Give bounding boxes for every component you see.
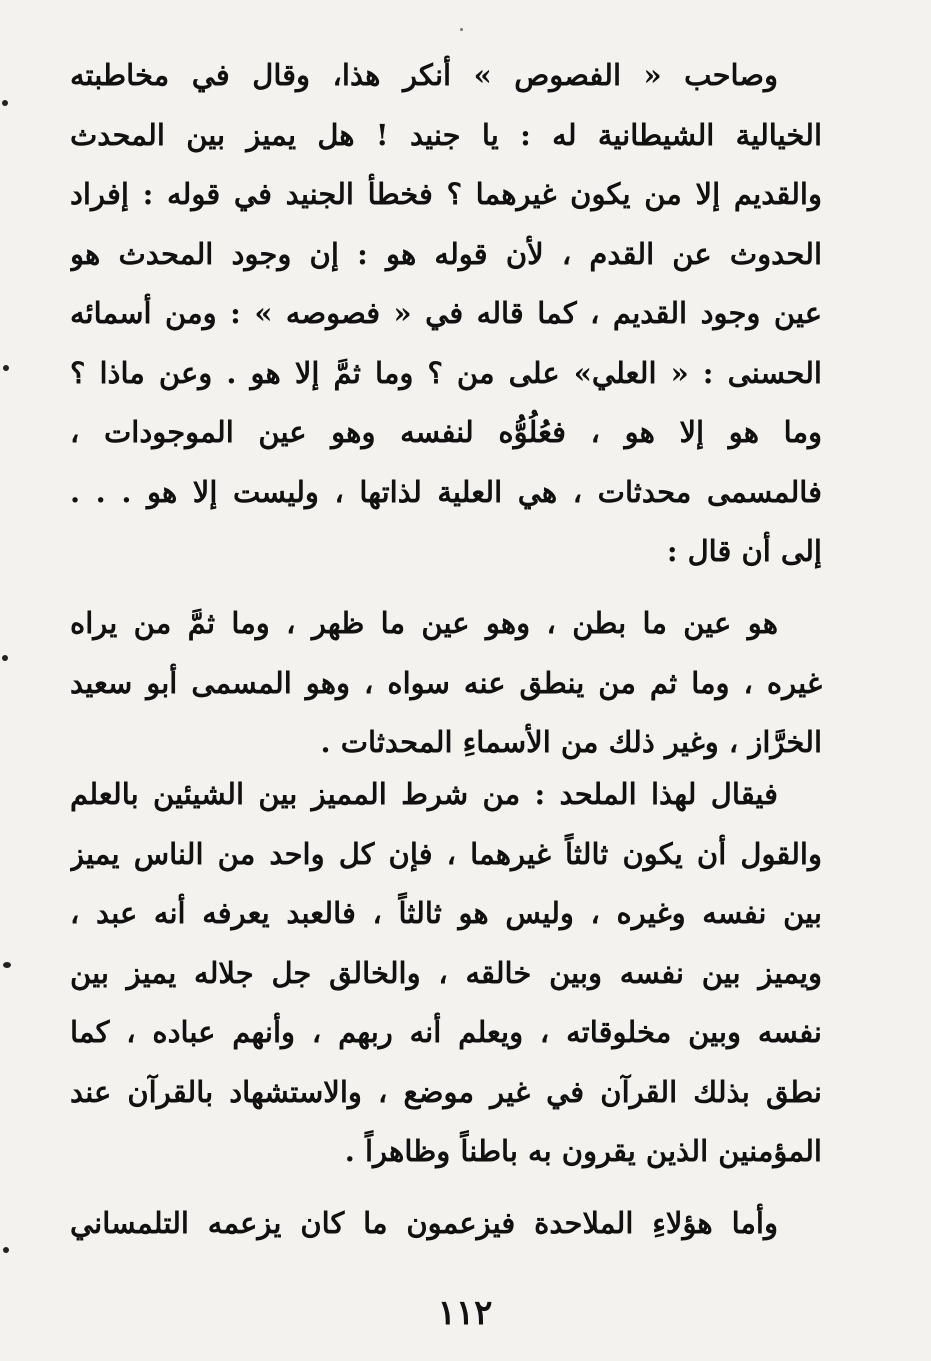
text-line: الحسنى : « العلي» على من ؟ وما ثمَّ إلا هو . وعن ماذا ؟ xyxy=(70,355,822,390)
scan-mark xyxy=(460,28,463,31)
paragraph-4 xyxy=(70,1194,822,1254)
paragraph-3 xyxy=(70,765,822,1182)
text-line: وأما هؤلاءِ الملاحدة فيزعمون ما كان يزعمه التلمساني xyxy=(70,1206,778,1240)
scan-mark xyxy=(2,100,8,106)
scan-mark xyxy=(3,962,11,968)
text-line: نطق بذلك القرآن في غير موضع ، والاستشهاد بالقرآن عند xyxy=(70,1074,822,1109)
scan-mark xyxy=(3,365,9,371)
text-line: الحدوث عن القدم ، لأن قوله هو : إن وجود المحدث هو xyxy=(70,236,822,271)
scan-mark xyxy=(2,655,8,661)
text-line: نفسه وبين مخلوقاته ، ويعلم أنه ربهم ، وأنهم عباده ، كما xyxy=(70,1015,822,1049)
text-line: عين وجود القديم ، كما قاله في « فصوصه » : ومن أسمائه xyxy=(70,296,822,330)
text-line: فالمسمى محدثات ، هي العلية لذاتها ، وليست إلا هو . . . xyxy=(70,474,822,509)
text-line: الخرَّاز ، وغير ذلك من الأسماءِ المحدثات . xyxy=(320,725,822,759)
text-line: وصاحب « الفصوص » أنكر هذا، وقال في مخاطبته xyxy=(70,58,778,92)
text-line: الخيالية الشيطانية له : يا جنيد ! هل يميز بين المحدث xyxy=(70,117,822,152)
text-line: ويميز بين نفسه وبين خالقه ، والخالق جل جلاله يميز بين xyxy=(70,955,822,990)
text-line: والقول أن يكون ثالثاً غيرهما ، فإن كل واحد من الناس يميز xyxy=(70,836,822,871)
text-line: فيقال لهذا الملحد : من شرط المميز بين الشيئين بالعلم xyxy=(70,777,778,811)
text-line: هو عين ما بطن ، وهو عين ما ظهر ، وما ثمَّ من يراه xyxy=(70,606,778,640)
paragraph-2 xyxy=(70,594,822,773)
text-line: وما هو إلا هو ، فعُلُوُّه لنفسه وهو عين الموجودات ، xyxy=(70,415,822,449)
text-line: إلى أن قال : xyxy=(666,534,822,568)
text-line: بين نفسه وغيره ، وليس هو ثالثاً ، فالعبد يعرفه أنه عبد ، xyxy=(70,896,822,930)
paragraph-1 xyxy=(70,46,822,582)
text-line: غيره ، وما ثم من ينطق عنه سواه ، وهو المسمى أبو سعيد xyxy=(70,665,822,700)
scan-mark xyxy=(3,1247,9,1253)
page-number: ١١٢ xyxy=(437,1293,493,1333)
text-line: والقديم إلا من يكون غيرهما ؟ فخطأ الجنيد في قوله : إفراد xyxy=(70,177,822,211)
text-line: المؤمنين الذين يقرون به باطناً وظاهراً . xyxy=(344,1134,822,1168)
